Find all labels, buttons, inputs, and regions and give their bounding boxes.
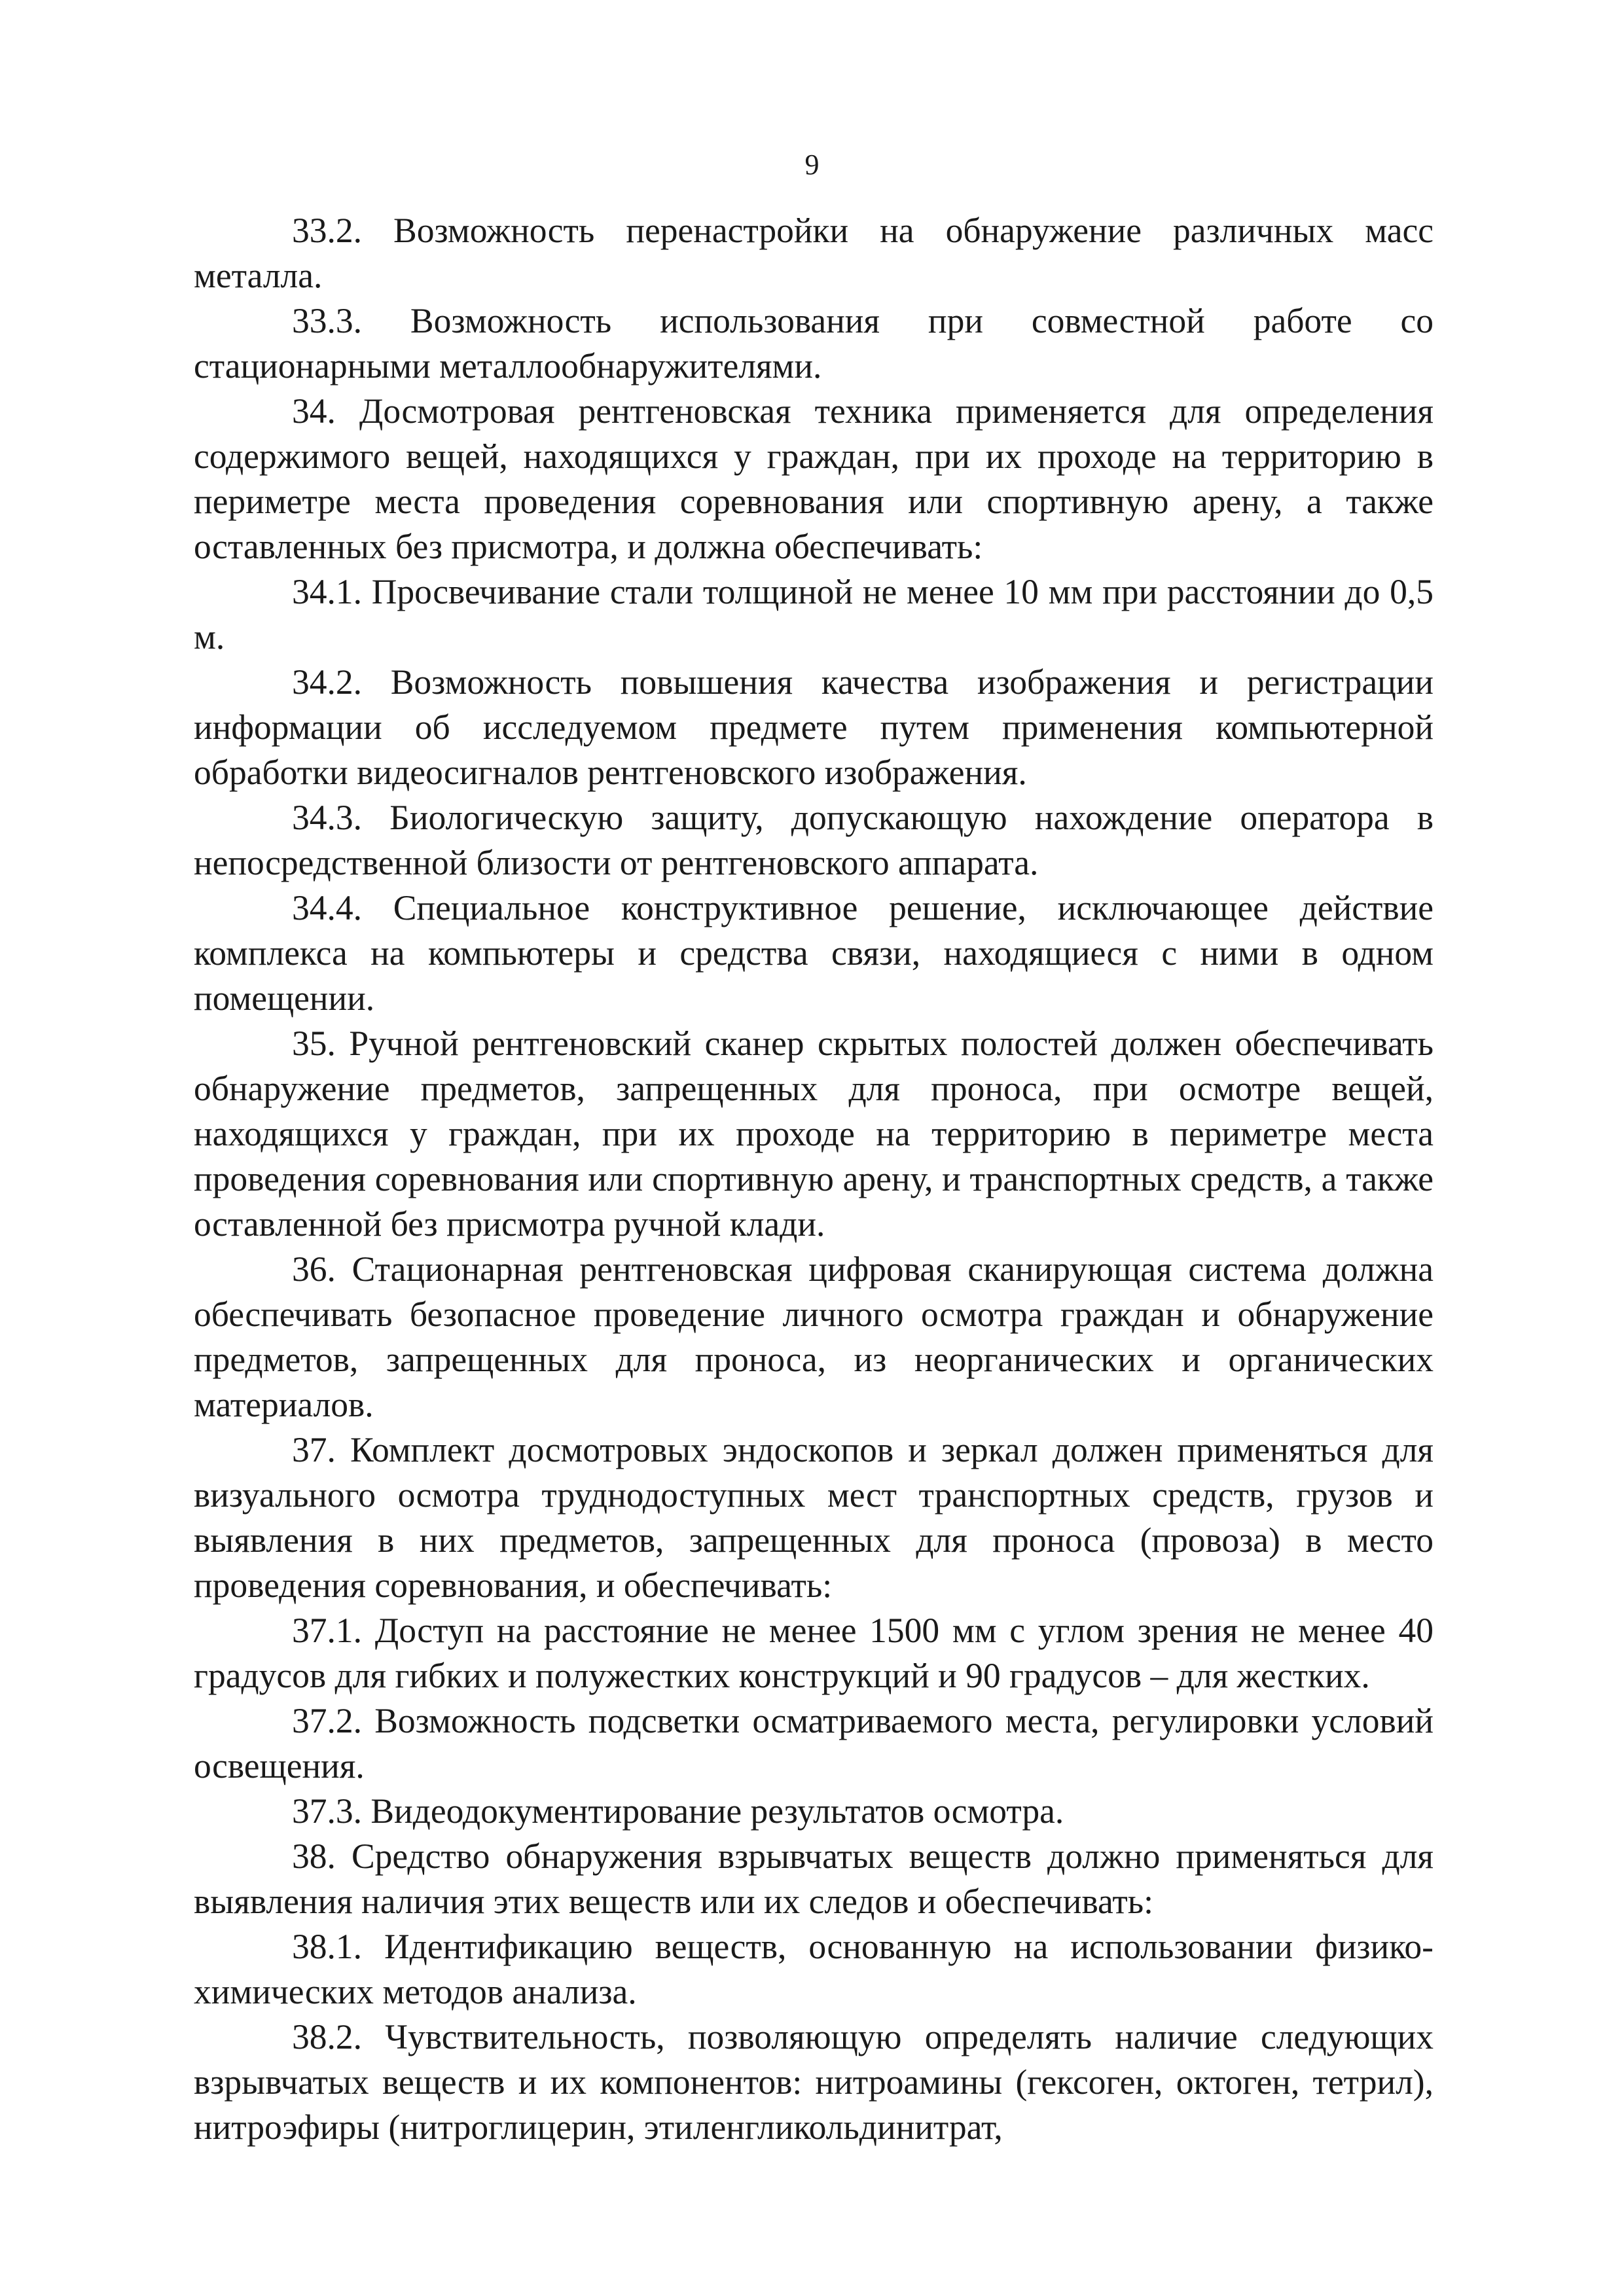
paragraph-36: 36. Стационарная рентгеновская цифровая сканирующая система должна обеспечивать безопасное проведение личного осмотра граждан и обнаружение предметов, запрещенных для проноса, из неорганических и органических материалов.: [194, 1249, 1434, 1424]
paragraph-34-4: 34.4. Специальное конструктивное решение, исключающее действие комплекса на компьютеры и средства связи, находящиеся с ними в одном помещении.: [194, 888, 1434, 1018]
paragraph-35: 35. Ручной рентгеновский сканер скрытых полостей должен обеспечивать обнаружение предметов, запрещенных для проноса, при осмотре вещей, находящихся у граждан, при их проходе на территорию в периметре места проведения соревнования или спортивную арену, и транспортных средств, а также оставленной без присмотра ручной клади.: [194, 1024, 1434, 1244]
paragraph-34-2: 34.2. Возможность повышения качества изображения и регистрации информации об исследуемом предмете путем применения компьютерной обработки видеосигналов рентгеновского изображения.: [194, 662, 1434, 792]
page-number: 9: [804, 149, 820, 181]
paragraph-37-3: 37.3. Видеодокументирование результатов осмотра.: [292, 1791, 1064, 1831]
paragraph-34: 34. Досмотровая рентгеновская техника применяется для определения содержимого вещей, находящихся у граждан, при их проходе на территорию в периметре места проведения соревнования или спортивную арену, а также оставленных без присмотра, и должна обеспечивать:: [194, 391, 1434, 566]
paragraph-37-1: 37.1. Доступ на расстояние не менее 1500 мм с углом зрения не менее 40 градусов для гибких и полужестких конструкций и 90 градусов – для жестких.: [194, 1611, 1434, 1695]
paragraph-38-2: 38.2. Чувствительность, позволяющую определять наличие следующих взрывчатых веществ и их компонентов: нитроамины (гексоген, октоген, тетрил), нитроэфиры (нитроглицерин, этиленгликольдинитрат,: [194, 2017, 1434, 2147]
paragraph-38-1: 38.1. Идентификацию веществ, основанную на использовании физико-химических методов анализа.: [194, 1927, 1434, 2011]
paragraph-34-3: 34.3. Биологическую защиту, допускающую нахождение оператора в непосредственной близости от рентгеновского аппарата.: [194, 798, 1434, 882]
paragraph-33-3: 33.3. Возможность использования при совместной работе со стационарными металлообнаружителями.: [194, 301, 1434, 386]
paragraph-34-1: 34.1. Просвечивание стали толщиной не менее 10 мм при расстоянии до 0,5 м.: [194, 572, 1434, 656]
paragraph-33-2: 33.2. Возможность перенастройки на обнаружение различных масс металла.: [194, 211, 1434, 295]
document-body: [194, 208, 1434, 2150]
paragraph-37: 37. Комплект досмотровых эндоскопов и зеркал должен применяться для визуального осмотра труднодоступных мест транспортных средств, грузов и выявления в них предметов, запрещенных для проноса (провоза) в место проведения соревнования, и обеспечивать:: [194, 1430, 1434, 1605]
paragraph-37-2: 37.2. Возможность подсветки осматриваемого места, регулировки условий освещения.: [194, 1701, 1434, 1785]
paragraph-38: 38. Средство обнаружения взрывчатых веществ должно применяться для выявления наличия этих веществ или их следов и обеспечивать:: [194, 1837, 1434, 1921]
